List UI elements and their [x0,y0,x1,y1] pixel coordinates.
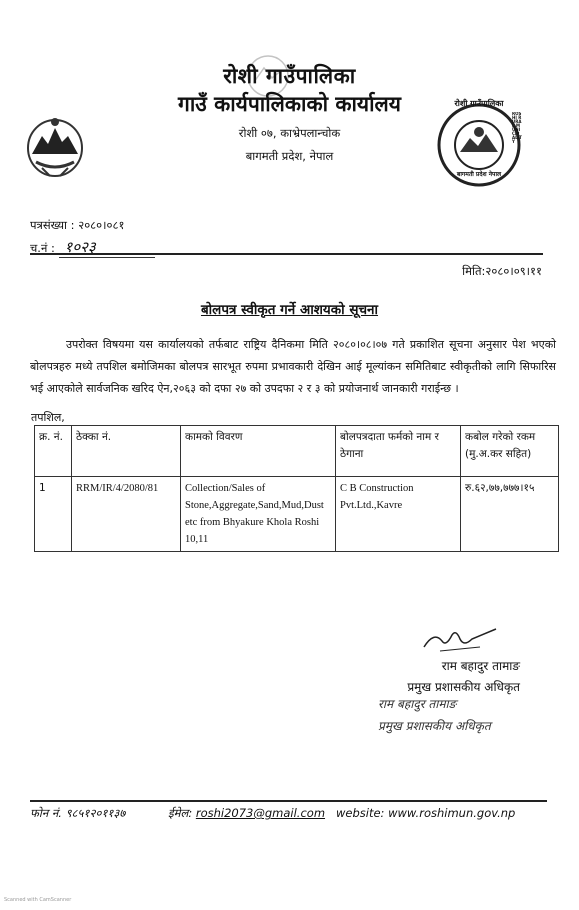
signature-scribble-icon [420,625,500,659]
table-header-row [35,426,559,477]
footer-email-label: ईमेल: [168,806,193,820]
nepal-emblem-icon [24,110,86,184]
patra-sankhya [30,218,124,233]
chalani-label: च.नं : [30,241,55,255]
office-title: गाउँ कार्यपालिकाको कार्यालय [178,92,401,116]
footer-email-link[interactable]: roshi2073@gmail.com [195,806,326,820]
chalani-value: १०२३ [59,237,155,258]
stamp-name: राम बहादुर तामाङ [378,697,457,711]
footer-divider [30,800,547,802]
notice-subject: बोलपत्र स्वीकृत गर्ने आशयको सूचना [200,302,379,318]
cell-work-description: Collection/Sales of Stone,Aggregate,Sand,Mud,Dust etc from Bhyakure Khola Roshi 10,11 [181,477,336,552]
header-contract-no: ठेक्का नं. [72,426,181,477]
notice-body: उपरोक्त विषयमा यस कार्यालयको तर्फबाट राष्ट्रिय दैनिकमा मिति २०८०।०८।०७ गते प्रकाशित सूचना अनुसार पेश भएको बोलपत्रहरु मध्ये तपशिल बमोजिमका बोलपत्र सारभूत रुपमा प्रभावकारी देखिन आई मूल्यांकन समितिबाट स्वीकृतीको लागि सिफारिस भई आएकोले सार्वजनिक खरिद ऐन,२०६३ को दफा २७ को उपदफा २ र ३ को प्रयोजनार्थ जानकारी गराईन्छ । [30,338,556,395]
header-bid-amount: कबोल गरेको रकम (मु.अ.कर सहित) [461,426,559,477]
office-address: रोशी ०७, काभ्रेपलान्चोक [238,126,341,140]
signatory-designation: प्रमुख प्रशासकीय अधिकृत [407,680,520,694]
stamp-designation: प्रमुख प्रशासकीय अधिकृत [378,719,491,733]
seal-top-text: रोशी गाउँपालिका [454,99,504,108]
footer-website[interactable]: website: www.roshimun.gov.np [336,806,516,820]
table-row [35,477,559,552]
bid-table [34,425,559,552]
seal-bottom-text: बागमती प्रदेश नेपाल [456,171,502,178]
office-name: रोशी गाउँपालिका [223,64,356,88]
header-bidder-name: बोलपत्रदाता फर्मको नाम र ठेगाना [336,426,461,477]
signatory-name: राम बहादुर तामाङ [441,659,520,673]
footer-email [168,806,325,821]
cell-sn: 1 [35,477,72,552]
header-sn: क्र. नं. [35,426,72,477]
cell-contract-no: RRM/IR/4/2080/81 [72,477,181,552]
seal-english-text: ROSHI RURAL MUNICIPALITY [512,112,522,144]
header-divider [30,253,543,255]
patra-label: पत्रसंख्या : [30,218,75,232]
tapsil-label: तपशिल, [31,411,65,424]
date: मिति:२०८०।०९।११ [462,264,542,278]
office-province: बागमती प्रदेश, नेपाल [245,149,334,163]
patra-value: २०८०।०८१ [78,218,125,232]
signature-stamp [378,693,491,737]
scanner-watermark: Scanned with CamScanner [4,897,72,903]
municipality-seal-icon [436,99,522,192]
header-work-description: कामको विवरण [181,426,336,477]
cell-bidder-name: C B Construction Pvt.Ltd.,Kavre [336,477,461,552]
footer-phone: फोन नं. ९८५१२०११३७ [30,806,126,820]
cell-bid-amount: रु.६२,७७,७७७।१५ [461,477,559,552]
